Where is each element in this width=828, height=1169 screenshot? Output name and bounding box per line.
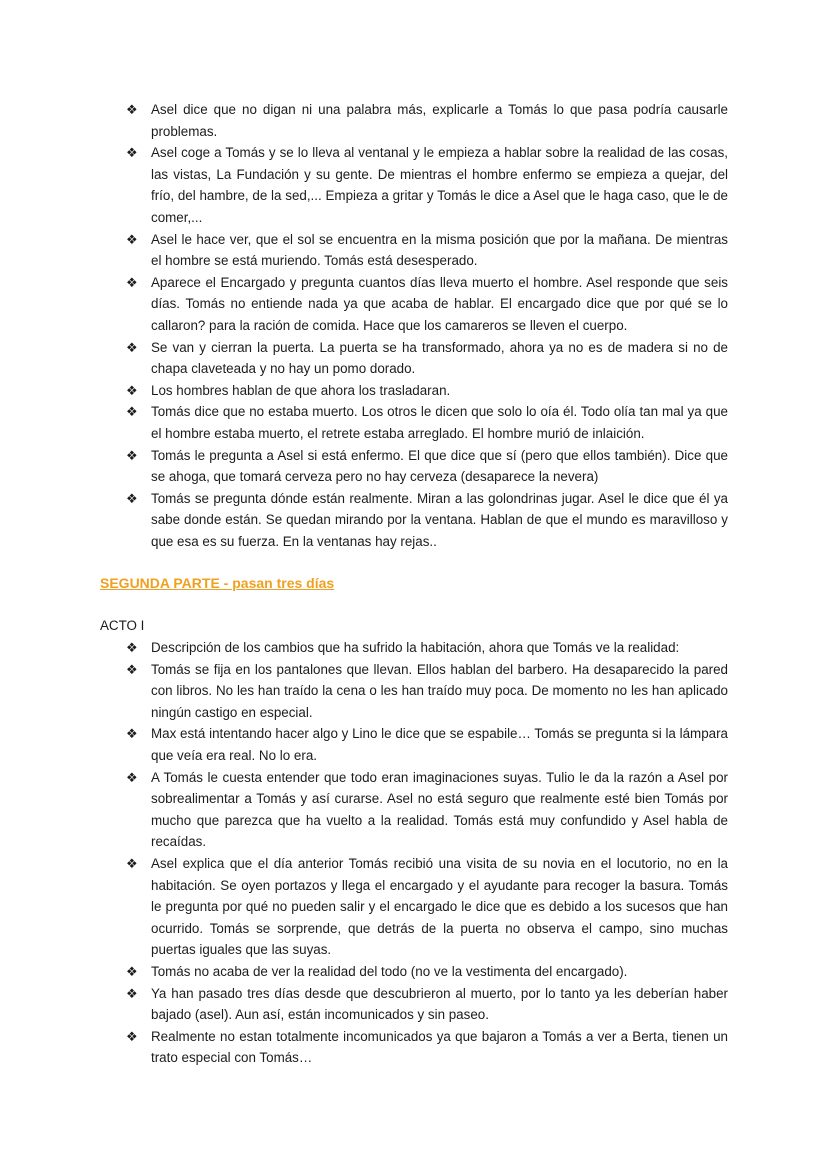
diamond-bullet-icon: ❖ [126,640,138,655]
list-item [126,983,728,1026]
list-item [126,380,728,402]
diamond-bullet-icon: ❖ [126,490,138,506]
diamond-bullet-icon: ❖ [126,661,138,677]
diamond-bullet-icon: ❖ [126,963,138,979]
list-item [126,488,728,553]
first-part-list [126,99,728,552]
list-item [126,723,728,766]
list-item-text: Realmente no estan totalmente incomunicados ya que bajaron a Tomás a ver a Berta, tienen un trato especial con Tomás… [151,1028,728,1066]
diamond-bullet-icon: ❖ [126,231,138,247]
list-item-text: Asel coge a Tomás y se lo lleva al ventanal y le empieza a hablar sobre la realidad de las cosas, las vistas, La Fundación y su gente. De mientras el hombre enfermo se empieza a quejar, del frío, del hambre, de la sed,... Empieza a gritar y Tomás le dice a Asel que le haga caso, que le de comer,... [151,145,728,225]
diamond-bullet-icon: ❖ [126,274,138,290]
list-item-text: Asel explica que el día anterior Tomás recibió una visita de su novia en el locutorio, no en la habitación. Se oyen portazos y llega el encargado y el ayudante para recoger la basura. Tomás le pregunta por qué no pueden salir y el encargado le dice que es debido a los sucesos que han ocurrido. Tomás se sorprende, que detrás de la puerta no observa el campo, sino muchas puertas iguales que las suyas. [151,855,728,958]
list-item [126,961,728,983]
list-item-text: Tomás dice que no estaba muerto. Los otros le dicen que solo lo oía él. Todo olía tan mal ya que el hombre estaba muerto, el retrete estaba arreglado. El hombre murió de inlaición. [151,404,728,441]
list-item [126,445,728,488]
diamond-bullet-icon: ❖ [126,145,138,161]
diamond-bullet-icon: ❖ [126,726,138,742]
diamond-bullet-icon: ❖ [126,769,138,785]
list-item [126,272,728,337]
section-title: SEGUNDA PARTE - pasan tres días [100,575,335,591]
list-item-text: Asel dice que no digan ni una palabra más, explicarle a Tomás lo que pasa podría causarle problemas. [151,102,728,139]
list-item-text: Tomás se pregunta dónde están realmente. Miran a las golondrinas jugar. Asel le dice que él ya sabe donde están. Se quedan mirando por la ventana. Hablan de que el mundo es maravilloso y que esa es su fuerza. En la ventanas hay rejas.. [151,490,728,549]
diamond-bullet-icon: ❖ [126,447,138,463]
list-item [126,229,728,272]
list-item-text: Se van y cierran la puerta. La puerta se ha transformado, ahora ya no es de madera si no de chapa claveteada y no hay un pomo dorado. [151,339,728,377]
list-item-text: Ya han pasado tres días desde que descubrieron al muerto, por lo tanto ya les deberían haber bajado (asel). Aun así, están incomunicados y sin paseo. [151,985,728,1023]
list-item [126,142,728,228]
act-label: ACTO I [100,618,145,633]
list-item [126,853,728,961]
list-item-text: Los hombres hablan de que ahora los trasladaran. [151,382,451,398]
list-item [126,401,728,444]
list-item-text: Descripción de los cambios que ha sufrido la habitación, ahora que Tomás ve la realidad: [151,640,680,655]
diamond-bullet-icon: ❖ [126,855,138,871]
list-item [126,99,728,142]
list-item-text: Tomás se fija en los pantalones que llevan. Ellos hablan del barbero. Ha desaparecido la pared con libros. No les han traído la cena o les han traído muy poca. De momento no les han aplicado ningún castigo en especial. [151,661,728,720]
list-item-text: Tomás no acaba de ver la realidad del todo (no ve la vestimenta del encargado). [151,963,628,979]
list-item [126,337,728,380]
diamond-bullet-icon: ❖ [126,339,138,355]
list-item [126,659,728,724]
diamond-bullet-icon: ❖ [126,985,138,1001]
list-item-text: Tomás le pregunta a Asel si está enfermo. El que dice que sí (pero que ellos también). Dice que se ahoga, que tomará cerveza pero no hay cerveza (desaparece la nevera) [151,447,728,485]
diamond-bullet-icon: ❖ [126,404,138,420]
diamond-bullet-icon: ❖ [126,1028,138,1044]
list-item-text: Aparece el Encargado y pregunta cuantos días lleva muerto el hombre. Asel responde que seis días. Tomás no entiende nada ya que acaba de hablar. El encargado dice que por qué se lo callaron? para la ración de comida. Hace que los camareros se lleven el cuerpo. [151,274,728,333]
diamond-bullet-icon: ❖ [126,382,138,398]
list-item [126,1026,728,1069]
second-part-list [126,637,728,1069]
list-item-text: A Tomás le cuesta entender que todo eran imaginaciones suyas. Tulio le da la razón a Asel por sobrealimentar a Tomás y así curarse. Asel no está seguro que realmente esté bien Tomás por mucho que parezca que ha vuelto a la realidad. Tomás está muy confundido y Asel habla de recaídas. [151,769,728,850]
list-item-text: Max está intentando hacer algo y Lino le dice que se espabile… Tomás se pregunta si la lámpara que veía era real. No lo era. [151,726,728,763]
diamond-bullet-icon: ❖ [126,102,138,117]
list-item [126,767,728,853]
list-item [126,637,728,659]
list-item-text: Asel le hace ver, que el sol se encuentra en la misma posición que por la mañana. De mientras el hombre se está muriendo. Tomás está desesperado. [151,231,728,269]
